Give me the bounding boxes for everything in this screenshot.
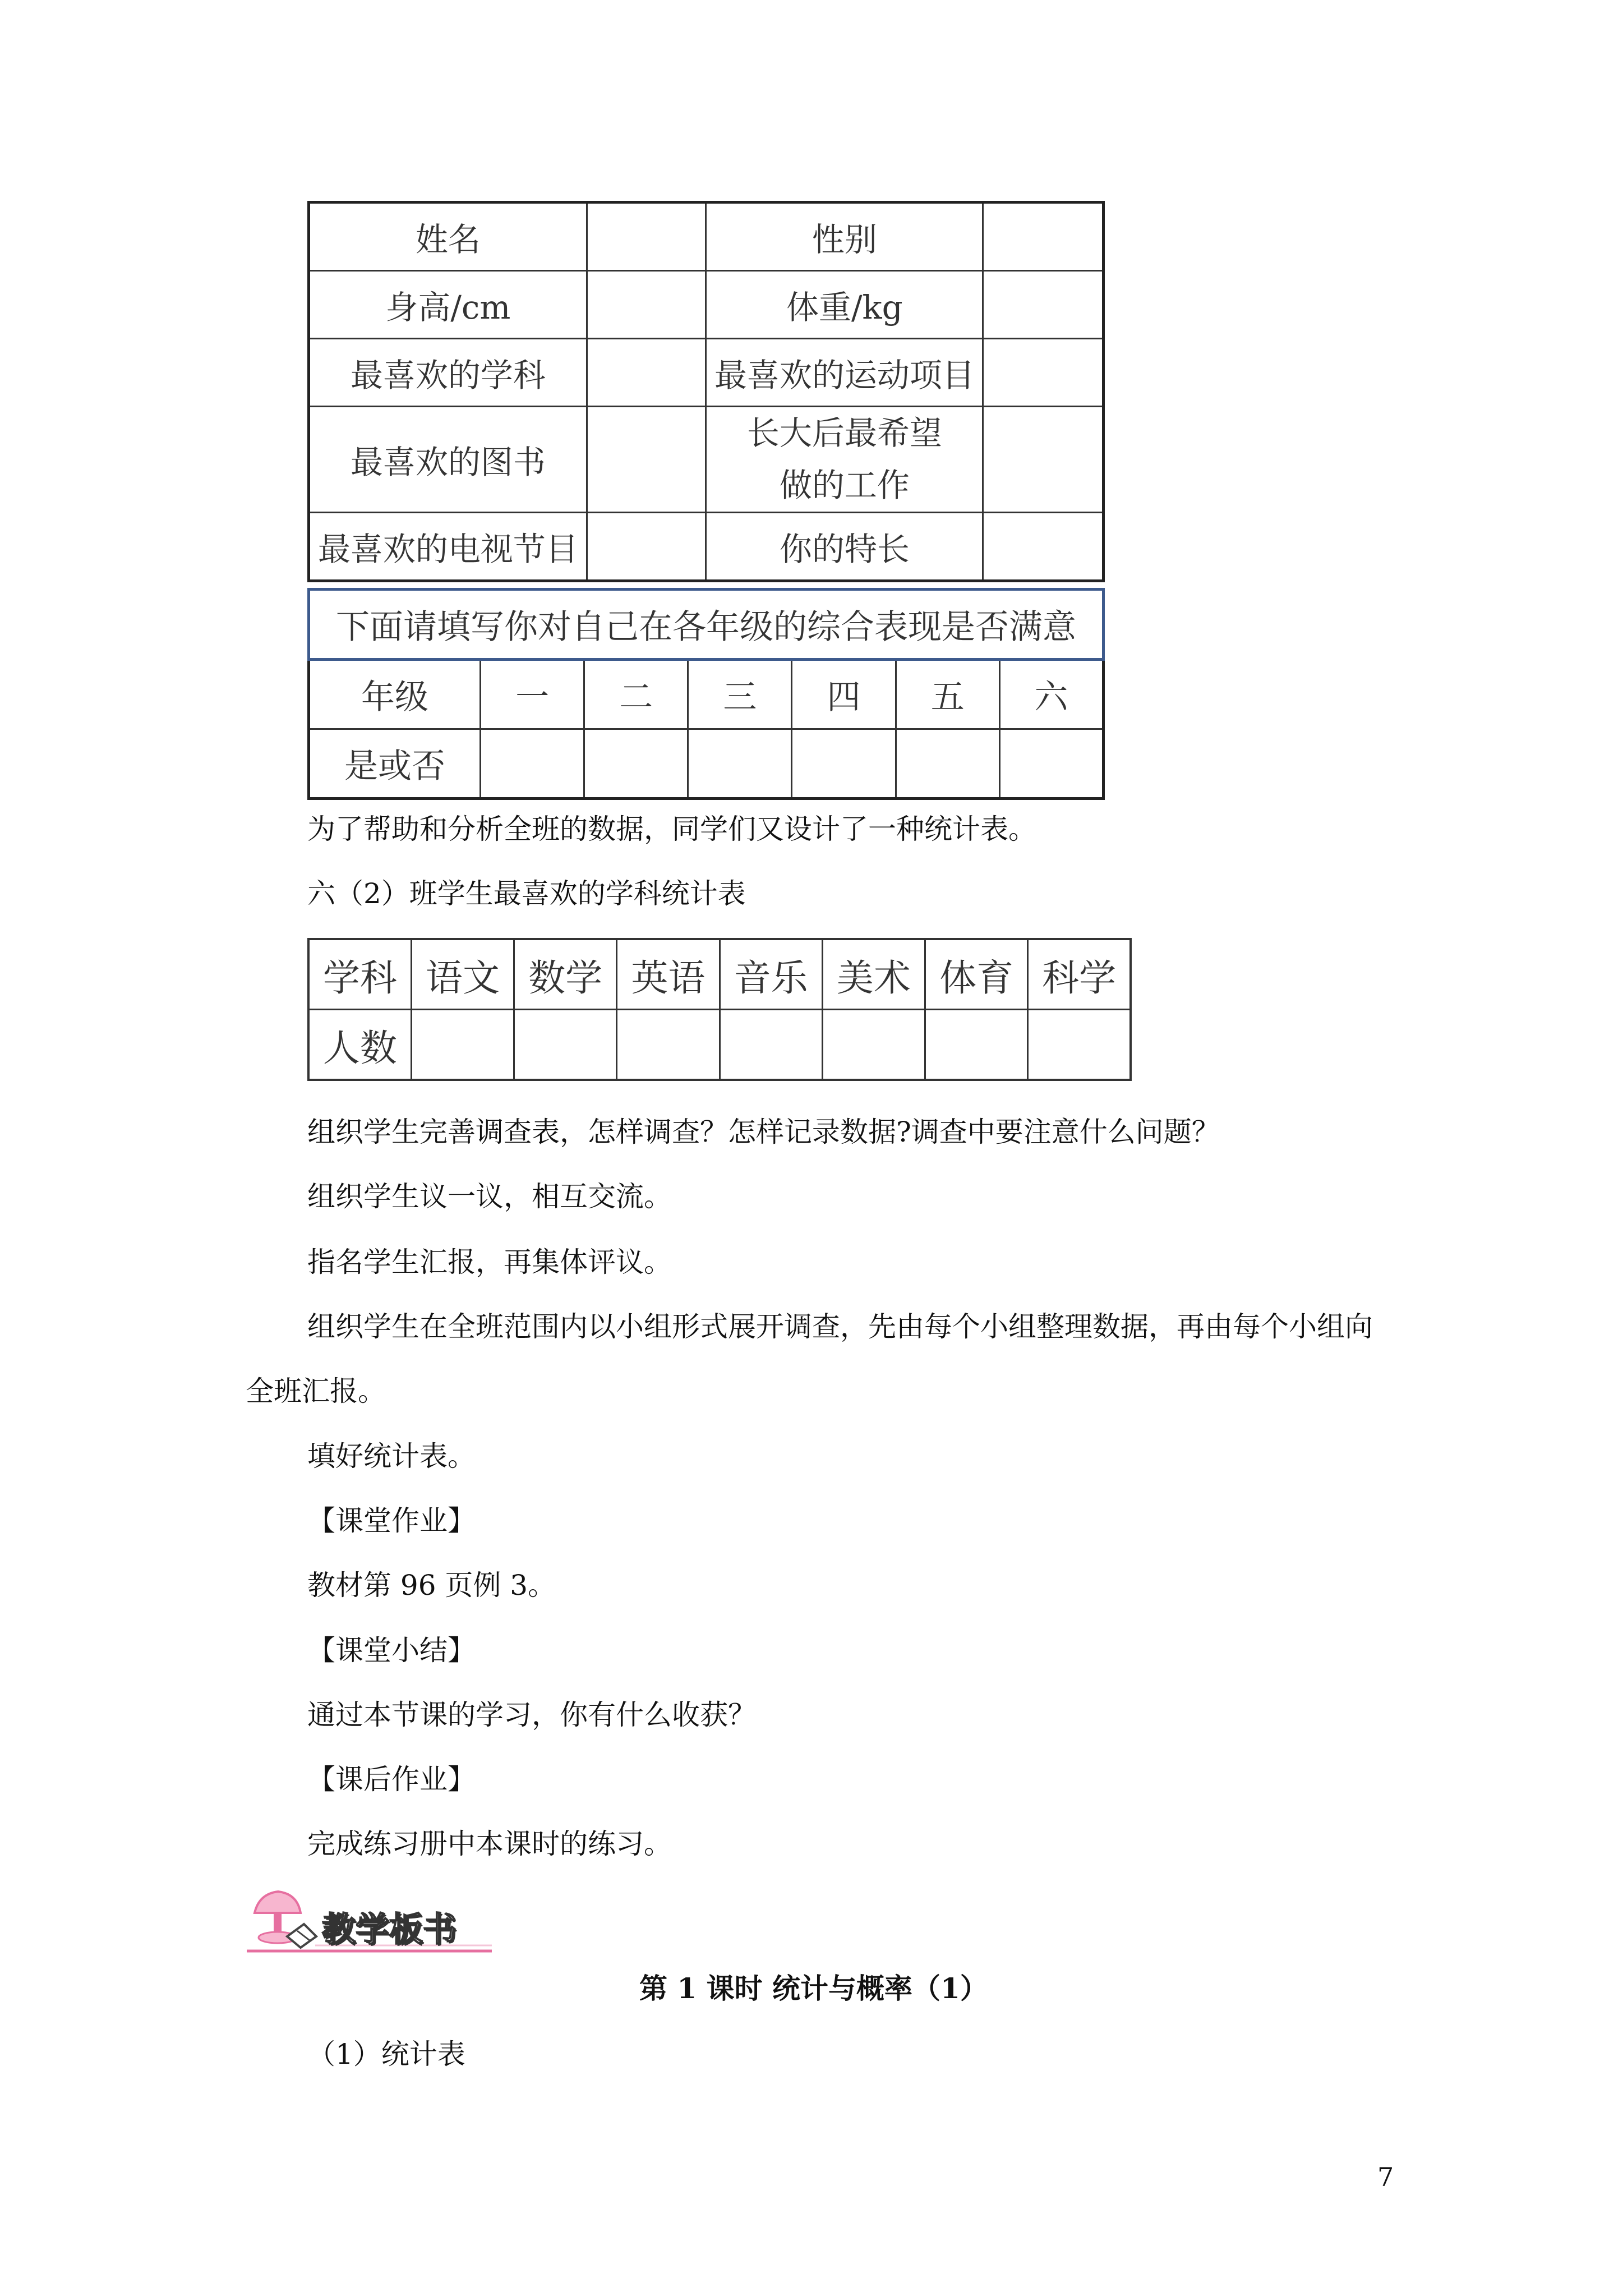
dream-job-line2: 做的工作: [779, 466, 910, 504]
subject-row-label: 学科: [308, 939, 411, 1010]
cell-name-value: [587, 203, 706, 271]
cell-weight-label: 体重/kg: [706, 271, 983, 339]
cell-fav-tv-value: [587, 513, 706, 581]
cell-gender-label: 性别: [706, 203, 983, 271]
answer-cell: [584, 729, 688, 799]
answer-cell: [481, 729, 584, 799]
board-section-badge: [242, 1883, 495, 1955]
grade-cell: 四: [792, 660, 896, 729]
cell-fav-book-label: 最喜欢的图书: [309, 407, 587, 513]
count-cell: [411, 1010, 514, 1080]
count-row-label: 人数: [308, 1010, 411, 1080]
grade-cell: 二: [584, 660, 688, 729]
board-title: 第 1 课时 统计与概率（1）: [639, 1972, 988, 2005]
paragraph: 指名学生汇报，再集体评议。: [307, 1246, 672, 1278]
page-number: 7: [1377, 2162, 1394, 2192]
subject-cell: 数学: [514, 939, 617, 1010]
grade-cell: 三: [688, 660, 792, 729]
paragraph: 教材第 96 页例 3。: [307, 1569, 556, 1602]
subject-count-table: [307, 938, 1132, 1081]
subject-cell: 科学: [1028, 939, 1131, 1010]
cell-fav-book-value: [587, 407, 706, 513]
subject-cell: 英语: [617, 939, 720, 1010]
cell-height-label: 身高/cm: [309, 271, 587, 339]
subject-cell: 语文: [411, 939, 514, 1010]
paragraph: 组织学生议一议，相互交流。: [307, 1180, 672, 1213]
answer-cell: [999, 729, 1103, 799]
subject-cell: 音乐: [720, 939, 822, 1010]
answer-cell: [792, 729, 896, 799]
paragraph: 完成练习册中本课时的练习。: [307, 1828, 672, 1860]
cell-height-value: [587, 271, 706, 339]
board-badge-label: 教学板书: [322, 1910, 457, 1949]
cell-gender-value: [983, 203, 1104, 271]
cell-name-label: 姓名: [309, 203, 587, 271]
paragraph: 组织学生完善调查表，怎样调查？怎样记录数据?调查中要注意什么问题？: [307, 1116, 1220, 1148]
answer-cell: [896, 729, 999, 799]
paragraph: 全班汇报。: [246, 1375, 386, 1407]
grade-cell: 一: [481, 660, 584, 729]
count-cell: [1028, 1010, 1131, 1080]
count-cell: [617, 1010, 720, 1080]
count-cell: [720, 1010, 822, 1080]
cell-weight-value: [983, 271, 1104, 339]
count-cell: [822, 1010, 925, 1080]
cell-fav-subject-value: [587, 339, 706, 407]
cell-fav-subject-label: 最喜欢的学科: [309, 339, 587, 407]
cell-fav-sport-value: [983, 339, 1104, 407]
cell-dream-job-value: [983, 407, 1104, 513]
satisfaction-header: 下面请填写你对自己在各年级的综合表现是否满意: [309, 590, 1104, 660]
answer-label: 是或否: [309, 729, 481, 799]
cell-fav-tv-label: 最喜欢的电视节目: [309, 513, 587, 581]
satisfaction-table: [307, 588, 1105, 800]
profile-survey-table: [307, 201, 1105, 582]
grade-cell: 五: [896, 660, 999, 729]
intro-line: 为了帮助和分析全班的数据，同学们又设计了一种统计表。: [307, 813, 1036, 845]
subject-cell: 体育: [925, 939, 1028, 1010]
count-cell: [925, 1010, 1028, 1080]
section-heading: 【课堂小结】: [307, 1634, 476, 1667]
count-cell: [514, 1010, 617, 1080]
paragraph: 组织学生在全班范围内以小组形式展开调查，先由每个小组整理数据，再由每个小组向: [307, 1310, 1373, 1343]
paragraph: 通过本节课的学习，你有什么收获？: [307, 1699, 756, 1731]
board-item: （1）统计表: [307, 2038, 465, 2070]
cell-talent-label: 你的特长: [706, 513, 983, 581]
dream-job-line1: 长大后最希望: [746, 414, 942, 453]
cell-dream-job-label: [706, 407, 983, 513]
paragraph: 填好统计表。: [307, 1440, 476, 1473]
section-heading: 【课堂作业】: [307, 1504, 476, 1537]
subject-cell: 美术: [822, 939, 925, 1010]
grade-label: 年级: [309, 660, 481, 729]
cell-fav-sport-label: 最喜欢的运动项目: [706, 339, 983, 407]
cell-talent-value: [983, 513, 1104, 581]
grade-cell: 六: [999, 660, 1103, 729]
subject-table-caption: 六（2）班学生最喜欢的学科统计表: [307, 877, 746, 910]
section-heading: 【课后作业】: [307, 1763, 476, 1796]
answer-cell: [688, 729, 792, 799]
